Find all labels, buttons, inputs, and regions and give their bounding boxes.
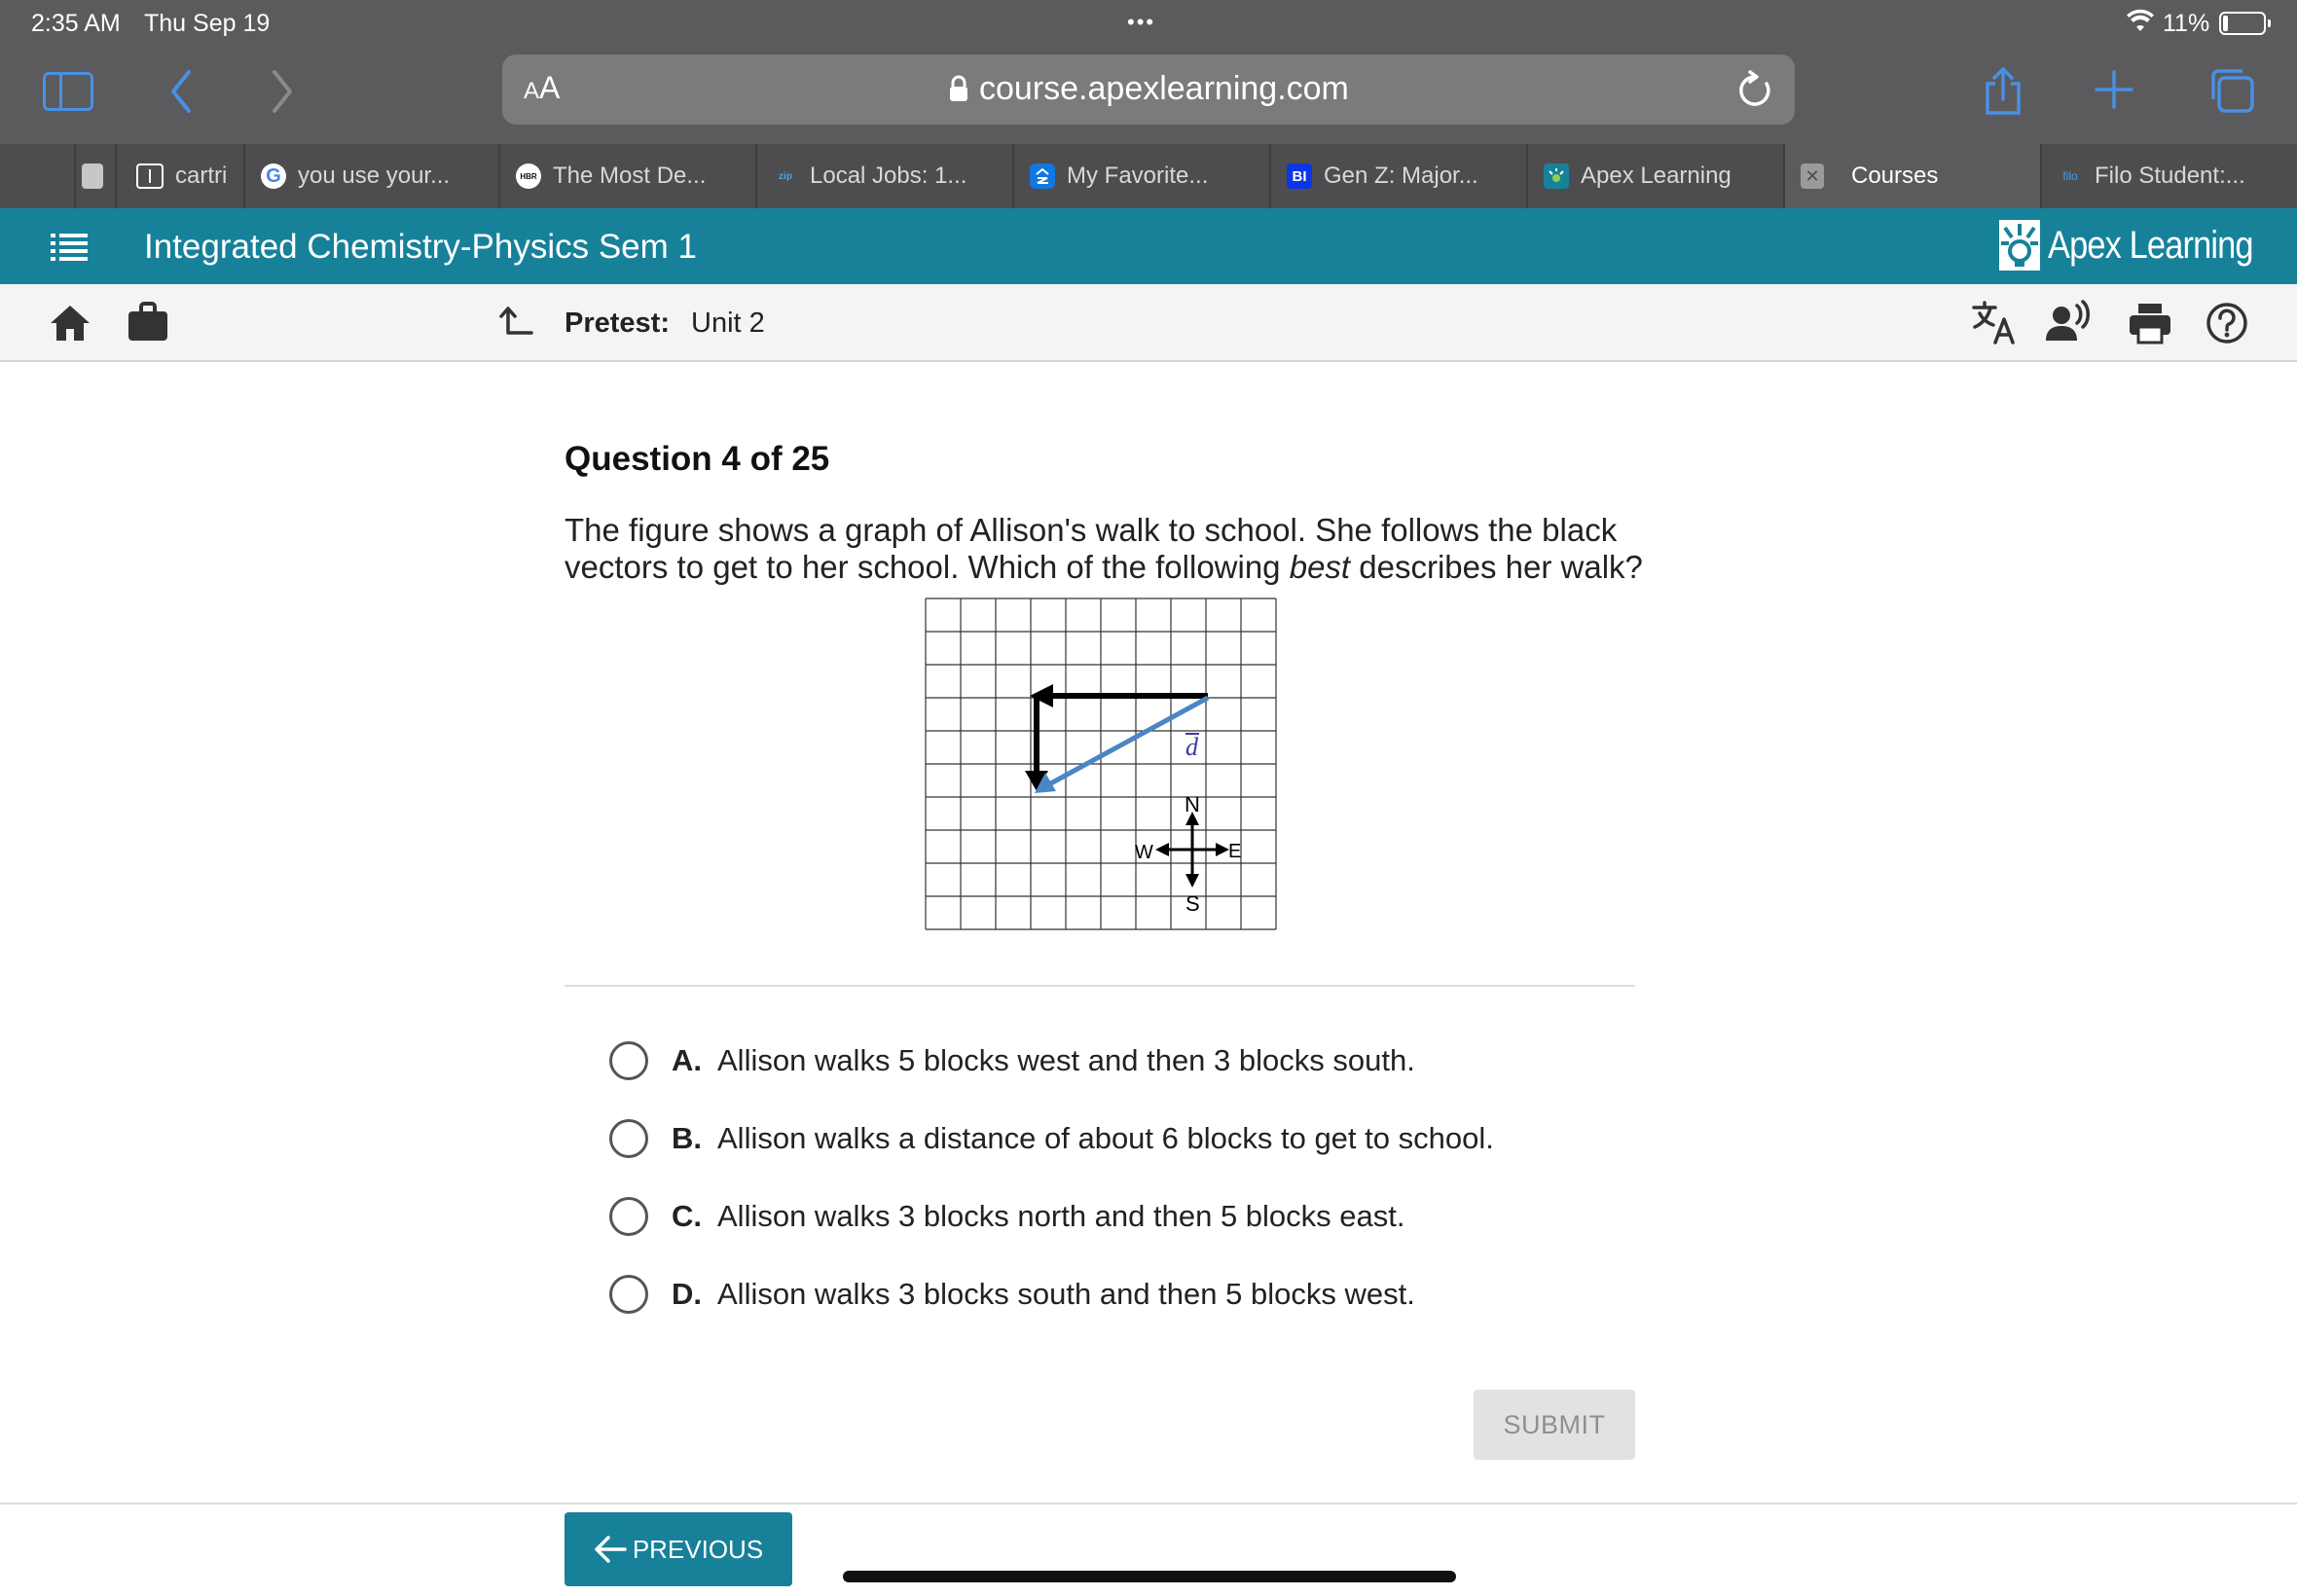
tab-label: cartri <box>175 163 228 189</box>
activity-type-label: Pretest: <box>565 308 670 339</box>
back-button[interactable] <box>162 64 201 119</box>
previous-label: PREVIOUS <box>632 1534 764 1564</box>
choice-text: Allison walks 5 blocks west and then 3 blocks south. <box>717 1043 1415 1077</box>
radio-button[interactable] <box>609 1041 648 1080</box>
compass-south: S <box>1185 891 1200 916</box>
tab-label: Filo Student:... <box>2095 163 2245 189</box>
radio-button[interactable] <box>609 1197 648 1236</box>
home-indicator[interactable] <box>843 1571 1456 1582</box>
choice-text: Allison walks 3 blocks north and then 5 blocks east. <box>717 1199 1405 1233</box>
emphasis-word: best <box>1289 549 1351 585</box>
back-to-unit-icon[interactable] <box>498 304 533 344</box>
tab-label: My Favorite... <box>1067 163 1209 189</box>
status-bar <box>0 0 2297 47</box>
tab-hbr[interactable] <box>498 144 755 208</box>
course-title: Integrated Chemistry-Physics Sem 1 <box>144 228 697 266</box>
battery-percentage: 11% <box>2163 10 2210 37</box>
grid-lines <box>926 598 1276 929</box>
print-icon[interactable] <box>2128 302 2172 349</box>
question-prompt: The figure shows a graph of Allison's walk to school. She follows the black vectors to get to her school. Which of the following best describes her walk? <box>565 512 1643 585</box>
reload-icon[interactable] <box>1736 70 1773 114</box>
choice-letter: B. <box>672 1121 702 1155</box>
tab-courses[interactable] <box>1783 144 2040 208</box>
vector-d-label: d <box>1185 733 1198 761</box>
text-to-speech-icon[interactable] <box>2046 300 2093 349</box>
choice-text: Allison walks 3 blocks south and then 5 blocks west. <box>717 1277 1415 1311</box>
activity-unit: Unit 2 <box>691 308 765 339</box>
tab-pinned[interactable] <box>0 144 74 208</box>
forward-button[interactable] <box>263 64 302 119</box>
tab-label: Courses <box>1851 163 1939 189</box>
footer-divider <box>0 1503 2297 1505</box>
tab-label: The Most De... <box>553 163 707 189</box>
battery-icon <box>2219 12 2266 35</box>
url-text[interactable]: course.apexlearning.com <box>979 70 1349 107</box>
apex-learning-logo <box>1997 218 2286 272</box>
course-header <box>0 208 2297 284</box>
tab-label: Gen Z: Major... <box>1324 163 1478 189</box>
filo-icon: filo <box>2062 169 2078 183</box>
google-icon: G <box>261 163 286 189</box>
tab-filo[interactable] <box>2040 144 2297 208</box>
tab-zillow[interactable] <box>1012 144 1269 208</box>
radio-button[interactable] <box>609 1275 648 1314</box>
briefcase-icon[interactable] <box>127 302 169 347</box>
tab-label: Apex Learning <box>1581 163 1732 189</box>
status-time: 2:35 AM <box>31 10 121 37</box>
tab-cartri[interactable] <box>115 144 243 208</box>
choice-letter: C. <box>672 1199 702 1233</box>
answer-choice-d[interactable] <box>609 1273 1415 1316</box>
resultant-vector-d <box>1047 698 1208 785</box>
close-tab-icon[interactable]: ✕ <box>1801 163 1824 189</box>
tab-label: you use your... <box>298 163 451 189</box>
tab-label: Local Jobs: 1... <box>810 163 967 189</box>
help-icon[interactable] <box>2206 302 2248 349</box>
job-site-icon: zip <box>779 170 792 182</box>
status-date: Thu Sep 19 <box>144 10 271 37</box>
wifi-icon <box>2126 8 2155 40</box>
choice-text: Allison walks a distance of about 6 blocks to get to school. <box>717 1121 1494 1155</box>
tab-local-jobs[interactable] <box>755 144 1012 208</box>
apex-tab-icon <box>1544 163 1569 189</box>
apex-brand-text: Apex Learning <box>2048 223 2253 267</box>
choice-letter: D. <box>672 1277 702 1311</box>
share-icon[interactable] <box>1982 66 2024 122</box>
menu-icon[interactable] <box>51 230 88 263</box>
arrow-left-icon <box>594 1535 627 1564</box>
browser-toolbar <box>0 47 2297 144</box>
west-arrowhead <box>1030 684 1053 707</box>
question-number: Question 4 of 25 <box>565 440 830 478</box>
compass-rose <box>1135 792 1241 916</box>
answer-choice-c[interactable] <box>609 1195 1405 1238</box>
choice-letter: A. <box>672 1043 702 1077</box>
hbr-icon: HBR <box>516 163 541 189</box>
sidebar-toggle-button[interactable] <box>43 72 93 111</box>
compass-east: E <box>1228 841 1242 862</box>
new-tab-icon[interactable] <box>2093 68 2135 116</box>
answer-choice-b[interactable] <box>609 1117 1494 1160</box>
bi-icon: BI <box>1287 163 1312 189</box>
activity-header <box>0 284 2297 362</box>
multitasking-dots[interactable]: ••• <box>1127 10 1156 34</box>
tab-apex-learning[interactable] <box>1526 144 1783 208</box>
compass-north: N <box>1185 792 1200 816</box>
image-thumbnail-icon <box>82 163 103 189</box>
section-divider <box>565 985 1635 987</box>
submit-button[interactable]: SUBMIT <box>1474 1390 1635 1460</box>
previous-button[interactable] <box>565 1512 792 1586</box>
tab-bar <box>0 144 2297 208</box>
home-icon[interactable] <box>49 304 91 347</box>
vector-grid-diagram <box>925 598 1277 930</box>
tab-google[interactable] <box>243 144 498 208</box>
blank-page-icon <box>136 163 164 189</box>
tab-pinned-thumbnail[interactable] <box>74 144 105 208</box>
answer-choice-a[interactable] <box>609 1039 1415 1082</box>
compass-west: W <box>1135 842 1153 863</box>
reader-settings-button[interactable]: AA <box>524 70 561 105</box>
address-bar[interactable] <box>502 54 1795 125</box>
translate-icon[interactable] <box>1972 300 2017 349</box>
question-figure <box>925 598 1277 930</box>
apex-lightbulb-icon <box>1997 218 2042 272</box>
zillow-icon <box>1030 163 1055 189</box>
lock-icon <box>948 74 969 108</box>
radio-button[interactable] <box>609 1119 648 1158</box>
tab-overview-icon[interactable] <box>2207 66 2256 120</box>
tab-business-insider[interactable] <box>1269 144 1526 208</box>
